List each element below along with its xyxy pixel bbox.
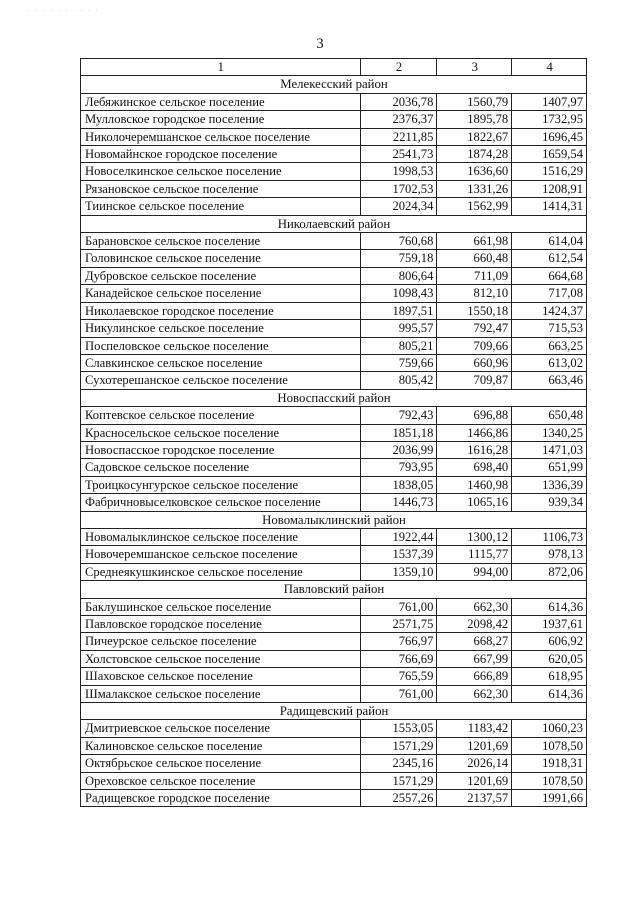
value-col3-cell: 1201,69	[437, 737, 512, 754]
value-col3-cell: 1183,42	[437, 720, 512, 737]
value-col2-cell: 805,21	[360, 337, 437, 354]
settlement-name-cell: Радищевское городское поселение	[81, 790, 361, 807]
value-col3-cell: 668,27	[437, 633, 512, 650]
table-row	[81, 668, 587, 685]
table-row	[81, 128, 587, 145]
value-col2-cell: 1537,39	[360, 546, 437, 563]
value-col4-cell: 614,36	[512, 685, 587, 702]
table-row	[81, 633, 587, 650]
value-col3-cell: 1065,16	[437, 494, 512, 511]
value-col3-cell: 1331,26	[437, 180, 512, 197]
value-col4-cell: 717,08	[512, 285, 587, 302]
district-header-row	[81, 215, 587, 232]
settlement-name-cell: Николочеремшанское сельское поселение	[81, 128, 361, 145]
table-row	[81, 616, 587, 633]
value-col4-cell: 1659,54	[512, 146, 587, 163]
settlement-name-cell: Калиновское сельское поселение	[81, 737, 361, 754]
value-col3-cell: 1560,79	[437, 93, 512, 110]
value-col4-cell: 664,68	[512, 267, 587, 284]
district-header-row	[81, 581, 587, 598]
value-col3-cell: 1636,60	[437, 163, 512, 180]
value-col3-cell: 1115,77	[437, 546, 512, 563]
column-number-row	[81, 59, 587, 76]
table-row	[81, 598, 587, 615]
settlement-name-cell: Дмитриевское сельское поселение	[81, 720, 361, 737]
table-row	[81, 772, 587, 789]
value-col4-cell: 1407,97	[512, 93, 587, 110]
value-col2-cell: 1359,10	[360, 563, 437, 580]
value-col2-cell: 1998,53	[360, 163, 437, 180]
settlement-name-cell: Ореховское сельское поселение	[81, 772, 361, 789]
value-col3-cell: 2098,42	[437, 616, 512, 633]
value-col2-cell: 2036,99	[360, 441, 437, 458]
district-name: Радищевский район	[81, 703, 587, 720]
value-col3-cell: 666,89	[437, 668, 512, 685]
table-body	[81, 76, 587, 807]
value-col4-cell: 620,05	[512, 650, 587, 667]
settlement-name-cell: Троицкосунгурское сельское поселение	[81, 476, 361, 493]
value-col2-cell: 2571,75	[360, 616, 437, 633]
settlement-name-cell: Славкинское сельское поселение	[81, 354, 361, 371]
value-col2-cell: 2036,78	[360, 93, 437, 110]
value-col2-cell: 1897,51	[360, 302, 437, 319]
table-row	[81, 354, 587, 371]
settlement-name-cell: Среднеякушкинское сельское поселение	[81, 563, 361, 580]
settlement-name-cell: Шмалакское сельское поселение	[81, 685, 361, 702]
table-row	[81, 790, 587, 807]
value-col2-cell: 760,68	[360, 233, 437, 250]
settlement-name-cell: Мулловское городское поселение	[81, 111, 361, 128]
value-col4-cell: 1106,73	[512, 528, 587, 545]
settlement-name-cell: Поспеловское сельское поселение	[81, 337, 361, 354]
settlement-name-cell: Коптевское сельское поселение	[81, 407, 361, 424]
settlement-name-cell: Канадейское сельское поселение	[81, 285, 361, 302]
value-col4-cell: 1208,91	[512, 180, 587, 197]
value-col4-cell: 613,02	[512, 354, 587, 371]
value-col4-cell: 1471,03	[512, 441, 587, 458]
value-col3-cell: 667,99	[437, 650, 512, 667]
settlement-name-cell: Новоселкинское сельское поселение	[81, 163, 361, 180]
value-col3-cell: 1822,67	[437, 128, 512, 145]
value-col2-cell: 793,95	[360, 459, 437, 476]
value-col4-cell: 663,25	[512, 337, 587, 354]
district-name: Новомалыклинский район	[81, 511, 587, 528]
value-col2-cell: 2541,73	[360, 146, 437, 163]
table-row	[81, 337, 587, 354]
value-col2-cell: 759,18	[360, 250, 437, 267]
value-col2-cell: 995,57	[360, 320, 437, 337]
value-col2-cell: 761,00	[360, 685, 437, 702]
value-col4-cell: 612,54	[512, 250, 587, 267]
value-col3-cell: 1616,28	[437, 441, 512, 458]
value-col3-cell: 662,30	[437, 598, 512, 615]
value-col2-cell: 766,97	[360, 633, 437, 650]
value-col3-cell: 709,66	[437, 337, 512, 354]
district-header-row	[81, 76, 587, 93]
table-row	[81, 233, 587, 250]
table-row	[81, 267, 587, 284]
value-col2-cell: 766,69	[360, 650, 437, 667]
value-col3-cell: 662,30	[437, 685, 512, 702]
value-col3-cell: 1300,12	[437, 528, 512, 545]
value-col2-cell: 1553,05	[360, 720, 437, 737]
settlement-name-cell: Новоспасское городское поселение	[81, 441, 361, 458]
settlement-name-cell: Баклушинское сельское поселение	[81, 598, 361, 615]
value-col4-cell: 978,13	[512, 546, 587, 563]
page-number: 3	[316, 36, 324, 52]
table-row	[81, 685, 587, 702]
value-col3-cell: 1460,98	[437, 476, 512, 493]
column-header-3: 3	[437, 59, 512, 76]
value-col3-cell: 812,10	[437, 285, 512, 302]
value-col3-cell: 792,47	[437, 320, 512, 337]
value-col2-cell: 1571,29	[360, 772, 437, 789]
value-col3-cell: 660,96	[437, 354, 512, 371]
value-col3-cell: 711,09	[437, 267, 512, 284]
value-col2-cell: 1851,18	[360, 424, 437, 441]
value-col3-cell: 660,48	[437, 250, 512, 267]
column-header-1: 1	[81, 59, 361, 76]
value-col2-cell: 1098,43	[360, 285, 437, 302]
value-col4-cell: 872,06	[512, 563, 587, 580]
settlement-name-cell: Октябрьское сельское поселение	[81, 755, 361, 772]
value-col2-cell: 806,64	[360, 267, 437, 284]
settlement-name-cell: Барановское сельское поселение	[81, 233, 361, 250]
value-col3-cell: 698,40	[437, 459, 512, 476]
table-row	[81, 180, 587, 197]
value-col4-cell: 1424,37	[512, 302, 587, 319]
value-col3-cell: 2026,14	[437, 755, 512, 772]
value-col2-cell: 2557,26	[360, 790, 437, 807]
table-row	[81, 494, 587, 511]
settlement-name-cell: Фабричновыселковское сельское поселение	[81, 494, 361, 511]
table-row	[81, 407, 587, 424]
table-row	[81, 546, 587, 563]
district-header-row	[81, 389, 587, 406]
table-row	[81, 250, 587, 267]
settlement-name-cell: Никулинское сельское поселение	[81, 320, 361, 337]
settlements-table	[80, 58, 587, 807]
settlement-name-cell: Дубровское сельское поселение	[81, 267, 361, 284]
value-col4-cell: 939,34	[512, 494, 587, 511]
value-col2-cell: 1446,73	[360, 494, 437, 511]
value-col2-cell: 759,66	[360, 354, 437, 371]
value-col4-cell: 1937,61	[512, 616, 587, 633]
column-header-2: 2	[360, 59, 437, 76]
value-col4-cell: 651,99	[512, 459, 587, 476]
value-col2-cell: 765,59	[360, 668, 437, 685]
value-col4-cell: 1918,31	[512, 755, 587, 772]
value-col3-cell: 1562,99	[437, 198, 512, 215]
table-row	[81, 476, 587, 493]
district-name: Николаевский район	[81, 215, 587, 232]
table-row	[81, 528, 587, 545]
value-col2-cell: 1838,05	[360, 476, 437, 493]
value-col4-cell: 614,36	[512, 598, 587, 615]
settlement-name-cell: Новочеремшанское сельское поселение	[81, 546, 361, 563]
settlement-name-cell: Красносельское сельское поселение	[81, 424, 361, 441]
value-col4-cell: 1078,50	[512, 737, 587, 754]
value-col3-cell: 1466,86	[437, 424, 512, 441]
value-col2-cell: 1571,29	[360, 737, 437, 754]
value-col2-cell: 2024,34	[360, 198, 437, 215]
table-row	[81, 441, 587, 458]
table-row	[81, 720, 587, 737]
value-col4-cell: 1340,25	[512, 424, 587, 441]
scan-corner-mark: · · · · · · · · · ·	[28, 8, 100, 14]
value-col4-cell: 1078,50	[512, 772, 587, 789]
settlement-name-cell: Новомайнское городское поселение	[81, 146, 361, 163]
value-col4-cell: 1060,23	[512, 720, 587, 737]
value-col4-cell: 1991,66	[512, 790, 587, 807]
table-row	[81, 737, 587, 754]
value-col4-cell: 1414,31	[512, 198, 587, 215]
settlement-name-cell: Сухотерешанское сельское поселение	[81, 372, 361, 389]
settlement-name-cell: Холстовское сельское поселение	[81, 650, 361, 667]
value-col2-cell: 1702,53	[360, 180, 437, 197]
table-row	[81, 372, 587, 389]
table-row	[81, 146, 587, 163]
district-header-row	[81, 703, 587, 720]
table-row	[81, 424, 587, 441]
value-col3-cell: 1895,78	[437, 111, 512, 128]
table-row	[81, 755, 587, 772]
value-col4-cell: 618,95	[512, 668, 587, 685]
table-row	[81, 93, 587, 110]
table-row	[81, 111, 587, 128]
value-col4-cell: 650,48	[512, 407, 587, 424]
settlement-name-cell: Головинское сельское поселение	[81, 250, 361, 267]
settlement-name-cell: Садовское сельское поселение	[81, 459, 361, 476]
value-col4-cell: 614,04	[512, 233, 587, 250]
value-col2-cell: 2345,16	[360, 755, 437, 772]
value-col4-cell: 663,46	[512, 372, 587, 389]
settlement-name-cell: Шаховское сельское поселение	[81, 668, 361, 685]
settlement-name-cell: Лебяжинское сельское поселение	[81, 93, 361, 110]
settlement-name-cell: Новомалыклинское сельское поселение	[81, 528, 361, 545]
value-col4-cell: 1516,29	[512, 163, 587, 180]
table-row	[81, 650, 587, 667]
value-col3-cell: 1201,69	[437, 772, 512, 789]
district-name: Павловский район	[81, 581, 587, 598]
value-col3-cell: 2137,57	[437, 790, 512, 807]
value-col3-cell: 696,88	[437, 407, 512, 424]
value-col2-cell: 761,00	[360, 598, 437, 615]
settlement-name-cell: Пичеурское сельское поселение	[81, 633, 361, 650]
table-row	[81, 459, 587, 476]
value-col4-cell: 715,53	[512, 320, 587, 337]
value-col2-cell: 2211,85	[360, 128, 437, 145]
table-row	[81, 320, 587, 337]
district-name: Мелекесский район	[81, 76, 587, 93]
value-col4-cell: 1732,95	[512, 111, 587, 128]
settlement-name-cell: Павловское городское поселение	[81, 616, 361, 633]
value-col3-cell: 994,00	[437, 563, 512, 580]
value-col4-cell: 606,92	[512, 633, 587, 650]
table-row	[81, 302, 587, 319]
value-col4-cell: 1696,45	[512, 128, 587, 145]
value-col3-cell: 1550,18	[437, 302, 512, 319]
value-col2-cell: 1922,44	[360, 528, 437, 545]
value-col2-cell: 805,42	[360, 372, 437, 389]
value-col2-cell: 792,43	[360, 407, 437, 424]
value-col3-cell: 661,98	[437, 233, 512, 250]
settlement-name-cell: Рязановское сельское поселение	[81, 180, 361, 197]
value-col2-cell: 2376,37	[360, 111, 437, 128]
table-row	[81, 563, 587, 580]
table-row	[81, 285, 587, 302]
table-row	[81, 198, 587, 215]
table-row	[81, 163, 587, 180]
district-header-row	[81, 511, 587, 528]
settlement-name-cell: Тиинское сельское поселение	[81, 198, 361, 215]
value-col3-cell: 709,87	[437, 372, 512, 389]
column-header-4: 4	[512, 59, 587, 76]
district-name: Новоспасский район	[81, 389, 587, 406]
value-col3-cell: 1874,28	[437, 146, 512, 163]
settlement-name-cell: Николаевское городское поселение	[81, 302, 361, 319]
value-col4-cell: 1336,39	[512, 476, 587, 493]
